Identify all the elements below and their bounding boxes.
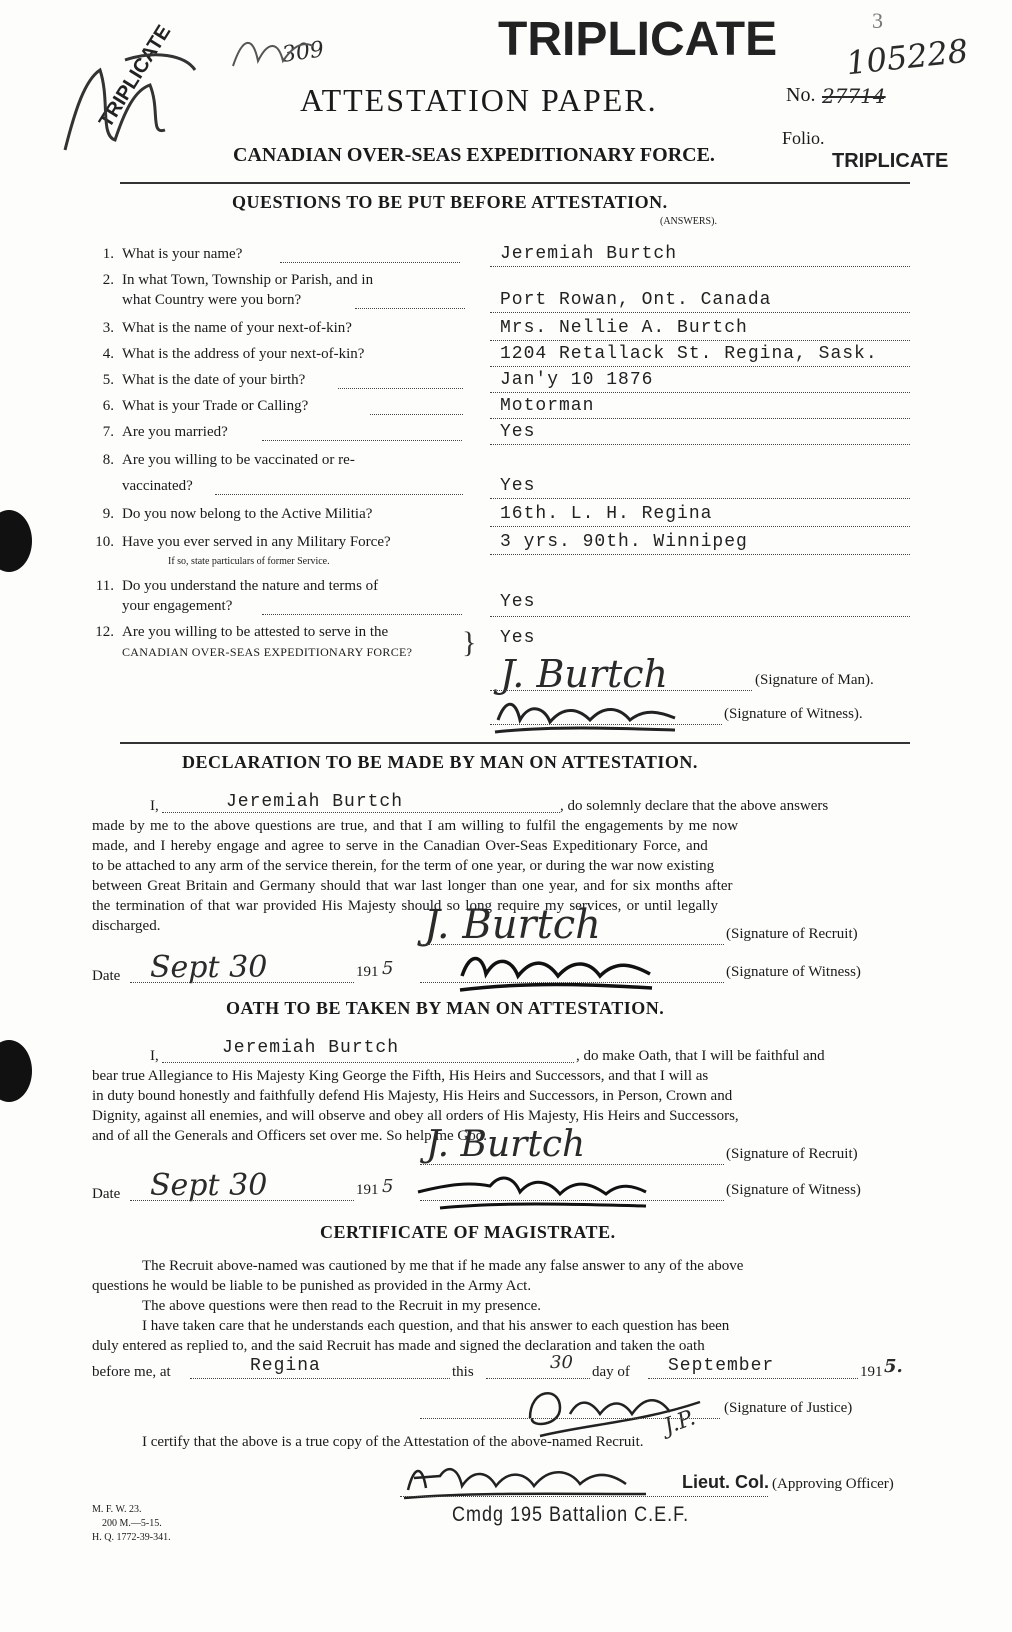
oath-recruit-signature: J. Burtch: [426, 1124, 586, 1165]
answer-5: Jan'y 10 1876: [500, 370, 654, 390]
bracket: }: [462, 626, 477, 659]
question-number: 4.: [102, 346, 114, 362]
question-number: 1.: [102, 246, 114, 262]
answer-line: [490, 498, 910, 499]
question-text: What is your Trade or Calling?: [122, 398, 309, 414]
answer-12: Yes: [500, 628, 536, 648]
oath-year-suffix: 5: [382, 1176, 394, 1197]
question-text: Do you now belong to the Active Militia?: [122, 506, 373, 522]
answer-line: [490, 266, 910, 267]
witness-signature-2: [456, 944, 656, 1000]
number-value: 105228: [844, 31, 970, 83]
answer-line: [490, 554, 910, 555]
declaration-line-2: made by me to the above questions are true, and that I am willing to fulfil the engagements by me now: [92, 818, 739, 834]
oath-line-3: in duty bound honestly and faithfully defend His Majesty, His Heirs and Successors, in Person, Crown and: [92, 1088, 733, 1104]
question-text: Are you married?: [122, 424, 228, 440]
place-line: [190, 1378, 450, 1379]
question-number: 7.: [102, 424, 114, 440]
question-number: 9.: [102, 506, 114, 522]
question-leader: [262, 440, 462, 441]
questions-title: QUESTIONS TO BE PUT BEFORE ATTESTATION.: [232, 192, 668, 212]
certificate-line-1: The Recruit above-named was cautioned by me that if he made any false answer to any of the above: [142, 1258, 744, 1274]
answer-line: [490, 616, 910, 617]
answer-line: [490, 340, 910, 341]
declaration-line-5: between Great Britain and Germany should that war last longer than one year, and for six months after: [92, 878, 733, 894]
margin-scrawl-2: [228, 26, 318, 86]
answer-line: [490, 312, 910, 313]
footer-hq-ref: H. Q. 1772-39-341.: [92, 1532, 171, 1543]
question-number: 2.: [102, 272, 114, 288]
certificate-year-suffix: 5.: [884, 1356, 903, 1377]
declaration-name: Jeremiah Burtch: [226, 792, 404, 812]
oath-i: I,: [150, 1048, 159, 1064]
margin-scrawl: [55, 40, 205, 190]
answer-7: Yes: [500, 422, 536, 442]
margin-handwritten-note: 309: [280, 37, 326, 68]
question-text: Are you willing to be attested to serve in the: [122, 624, 389, 640]
before-me-label: before me, at: [92, 1364, 171, 1380]
signature-of-man: J. Burtch: [500, 652, 669, 696]
oath-year-prefix: 191: [356, 1182, 379, 1198]
oath-line-1: , do make Oath, that I will be faithful and: [576, 1048, 825, 1064]
declaration-witness-label: (Signature of Witness): [726, 964, 861, 980]
witness-signature-1: [490, 690, 680, 740]
oath-line-4: Dignity, against all enemies, and will observe and obey all orders of His Majesty, His Heirs and Successors,: [92, 1108, 739, 1124]
question-leader: [370, 414, 463, 415]
officer-battalion-stamp: Cmdg 195 Battalion C.E.F.: [452, 1501, 690, 1526]
declaration-line-3: made, and I hereby engage and agree to serve in the Canadian Over-Seas Expeditionary Force, and: [92, 838, 708, 854]
certificate-line-3: The above questions were then read to the Recruit in my presence.: [142, 1298, 542, 1314]
declaration-year-prefix: 191: [356, 964, 379, 980]
question-number: 8.: [102, 452, 114, 468]
footer-print-run: 200 M.—5-15.: [102, 1518, 162, 1529]
declaration-date-line: [130, 982, 354, 983]
answer-1: Jeremiah Burtch: [500, 244, 678, 264]
question-text-cont: CANADIAN OVER-SEAS EXPEDITIONARY FORCE?: [122, 645, 413, 659]
oath-name: Jeremiah Burtch: [222, 1038, 400, 1058]
question-text: Have you ever served in any Military Force?: [122, 534, 391, 550]
declaration-year-suffix: 5: [382, 958, 394, 979]
answer-9: 16th. L. H. Regina: [500, 504, 713, 524]
oath-date: Sept 30: [150, 1168, 268, 1203]
question-text: Are you willing to be vaccinated or re-: [122, 452, 355, 468]
oath-date-line: [130, 1200, 354, 1201]
certify-text: I certify that the above is a true copy of the Attestation of the above-named Recruit.: [142, 1434, 644, 1450]
answer-line: [490, 366, 910, 367]
witness-signature-3: [410, 1164, 650, 1224]
certificate-line-5: duly entered as replied to, and the said Recruit has made and signed the declaration and taken the oath: [92, 1338, 705, 1354]
question-text: What is the address of your next-of-kin?: [122, 346, 365, 362]
oath-recruit-label: (Signature of Recruit): [726, 1146, 858, 1162]
day-of-label: day of: [592, 1364, 630, 1380]
sig-line-justice: [420, 1418, 720, 1419]
answer-line: [490, 526, 910, 527]
question-leader: [215, 494, 463, 495]
sig-line-witness: [490, 724, 722, 725]
declaration-name-line: [162, 812, 560, 813]
question-text-cont: your engagement?: [122, 598, 233, 614]
question-text-cont: vaccinated?: [122, 478, 193, 494]
declaration-line-7: discharged.: [92, 918, 161, 934]
certificate-year-prefix: 191: [860, 1364, 883, 1380]
question-number: 3.: [102, 320, 114, 336]
punch-hole-bottom: [0, 1040, 32, 1102]
number-label: No.: [786, 84, 816, 106]
sig-line-officer: [400, 1496, 768, 1497]
question-text: What is the name of your next-of-kin?: [122, 320, 352, 336]
certificate-title: CERTIFICATE OF MAGISTRATE.: [320, 1222, 616, 1242]
question-number: 12.: [95, 624, 114, 640]
oath-line-5: and of all the Generals and Officers set over me. So help me God.: [92, 1128, 488, 1144]
oath-date-label: Date: [92, 1186, 121, 1202]
certificate-line-2: questions he would be liable to be punished as provided in the Army Act.: [92, 1278, 532, 1294]
declaration-title: DECLARATION TO BE MADE BY MAN ON ATTESTATION.: [182, 752, 698, 772]
answer-line: [490, 392, 910, 393]
declaration-recruit-label: (Signature of Recruit): [726, 926, 858, 942]
folio-label: Folio.: [782, 128, 825, 148]
declaration-line-4: to be attached to any arm of the service therein, for the term of one year, or during the war now existing: [92, 858, 715, 874]
question-leader: [280, 262, 460, 263]
declaration-line-6: the termination of that war provided His Majesty should so long require my services, or until legally: [92, 898, 718, 914]
certificate-line-4: I have taken care that he understands each question, and that his answer to each question has been: [142, 1318, 730, 1334]
officer-rank-stamp: Lieut. Col.: [682, 1472, 769, 1492]
signature-of-witness-label: (Signature of Witness).: [724, 706, 863, 722]
declaration-recruit-signature: J. Burtch: [424, 902, 601, 948]
certificate-day: 30: [550, 1352, 573, 1373]
question-leader: [338, 388, 463, 389]
answers-label: (ANSWERS).: [660, 216, 717, 227]
oath-line-2: bear true Allegiance to His Majesty King George the Fifth, His Heirs and Successors, and that I will as: [92, 1068, 709, 1084]
declaration-date: Sept 30: [150, 950, 268, 985]
questions-rule: [120, 742, 910, 744]
question-text: In what Town, Township or Parish, and in: [122, 272, 374, 288]
corner-mark: 3: [872, 8, 883, 33]
folio-stamp: TRIPLICATE: [832, 150, 949, 172]
answer-3: Mrs. Nellie A. Burtch: [500, 318, 748, 338]
question-number: 11.: [95, 578, 114, 594]
punch-hole-top: [0, 510, 32, 572]
question-leader: [262, 614, 462, 615]
answer-4: 1204 Retallack St. Regina, Sask.: [500, 344, 878, 364]
question-number: 10.: [95, 534, 114, 550]
declaration-date-label: Date: [92, 968, 121, 984]
sig-line-witness-2: [420, 982, 724, 983]
question-number: 6.: [102, 398, 114, 414]
this-label: this: [452, 1364, 474, 1380]
answer-line: [490, 418, 910, 419]
answer-11: Yes: [500, 592, 536, 612]
header-rule: [120, 182, 910, 184]
certificate-month: September: [668, 1356, 775, 1376]
question-leader: [355, 308, 465, 309]
answer-10: 3 yrs. 90th. Winnipeg: [500, 532, 748, 552]
question-number: 5.: [102, 372, 114, 388]
sig-line-oath-witness: [420, 1200, 724, 1201]
force-title: CANADIAN OVER-SEAS EXPEDITIONARY FORCE.: [233, 144, 715, 166]
approving-officer-label: (Approving Officer): [772, 1476, 894, 1492]
question-text: What is the date of your birth?: [122, 372, 306, 388]
certificate-place: Regina: [250, 1356, 321, 1376]
justice-label: (Signature of Justice): [724, 1400, 853, 1416]
answer-8: Yes: [500, 476, 536, 496]
oath-title: OATH TO BE TAKEN BY MAN ON ATTESTATION.: [226, 998, 665, 1018]
question-text-cont: what Country were you born?: [122, 292, 302, 308]
number-struck: 27714: [822, 84, 886, 108]
declaration-line-1: , do solemnly declare that the above answers: [560, 798, 829, 814]
declaration-i: I,: [150, 798, 159, 814]
oath-witness-label: (Signature of Witness): [726, 1182, 861, 1198]
answer-2: Port Rowan, Ont. Canada: [500, 290, 772, 310]
paper-title: ATTESTATION PAPER.: [300, 82, 658, 118]
signature-of-man-label: (Signature of Man).: [755, 672, 874, 688]
footer-form-number: M. F. W. 23.: [92, 1504, 142, 1515]
answer-6: Motorman: [500, 396, 595, 416]
answer-line: [490, 444, 910, 445]
question-text: Do you understand the nature and terms of: [122, 578, 379, 594]
question-text: What is your name?: [122, 246, 243, 262]
justice-suffix: J.P.: [660, 1405, 699, 1440]
question-note: If so, state particulars of former Service.: [168, 556, 330, 567]
oath-name-line: [162, 1062, 574, 1063]
triplicate-heading: TRIPLICATE: [498, 13, 778, 66]
margin-triplicate-stamp: TRIPLICATE: [95, 21, 176, 132]
